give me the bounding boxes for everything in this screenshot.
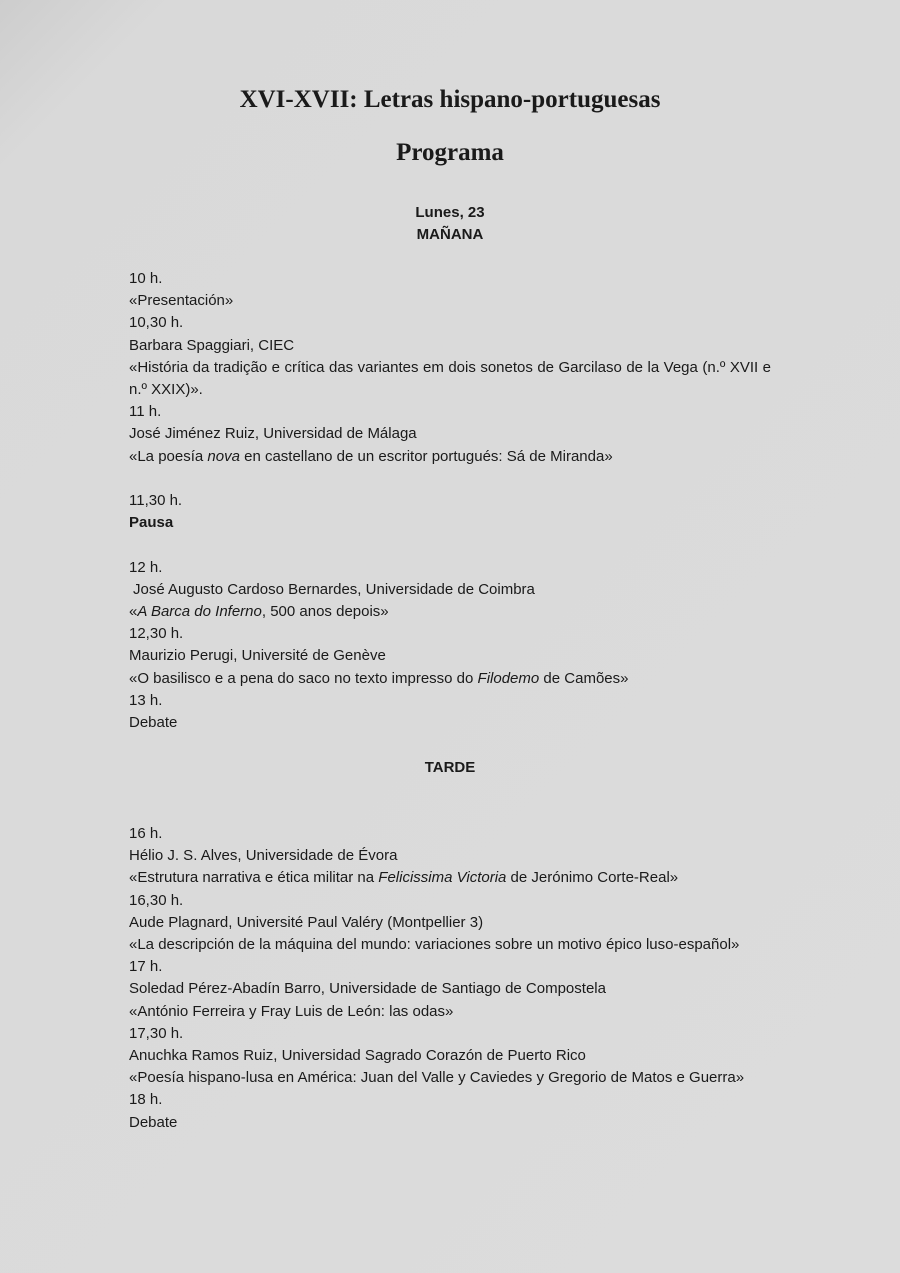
schedule-entry — [129, 268, 771, 312]
entry-time: 10 h. — [129, 270, 163, 287]
afternoon-heading: TARDE — [424, 759, 476, 776]
entry-time: 13 h. — [129, 691, 163, 709]
entry-time: 12,30 h. — [129, 625, 184, 643]
schedule-entry — [129, 956, 771, 1023]
document-subtitle: Programa — [396, 139, 504, 166]
entry-talk: «La descripción de la máquina del mundo: variaciones sobre un motivo épico luso-español» — [129, 936, 740, 954]
entry-talk: «Estrutura narrativa e ética militar na Felicissima Victoria de Jerónimo Corte-Real» — [129, 869, 679, 887]
entry-talk: «La poesía nova en castellano de un escritor portugués: Sá de Miranda» — [129, 447, 613, 465]
entry-speaker: Anuchka Ramos Ruiz, Universidad Sagrado Corazón de Puerto Rico — [129, 1047, 586, 1065]
afternoon-schedule — [129, 823, 771, 1134]
schedule-entry — [129, 401, 771, 468]
entry-talk: «História da tradição e crítica das variantes em dois sonetos de Garcilaso de la Vega (n.º XVII e n.º XXIX)». — [129, 358, 771, 399]
entry-talk: «Poesía hispano-lusa en América: Juan del Valle y Caviedes y Gregorio de Matos e Guerra» — [129, 1069, 745, 1087]
morning-heading: MAÑANA — [416, 226, 484, 243]
entry-speaker: Hélio J. S. Alves, Universidade de Évora — [129, 847, 398, 865]
entry-speaker: Aude Plagnard, Université Paul Valéry (Montpellier 3) — [129, 913, 484, 931]
schedule-entry — [129, 890, 771, 957]
entry-speaker: Debate — [129, 714, 178, 732]
entry-speaker: Maurizio Perugi, Université de Genève — [129, 647, 386, 665]
schedule-entry — [129, 557, 771, 624]
schedule-entry — [129, 823, 771, 890]
entry-talk: «A Barca do Inferno, 500 anos depois» — [129, 603, 389, 621]
entry-speaker: Debate — [129, 1113, 178, 1131]
document-title: XVI-XVII: Letras hispano-portuguesas — [239, 86, 661, 113]
entry-time: 17 h. — [129, 958, 163, 976]
schedule-entry — [129, 312, 771, 401]
schedule-entry — [129, 1023, 771, 1090]
morning-schedule — [129, 268, 771, 734]
entry-time: 16,30 h. — [129, 891, 184, 909]
entry-speaker: Barbara Spaggiari, CIEC — [129, 336, 295, 354]
entry-time: 17,30 h. — [129, 1024, 184, 1042]
entry-speaker: José Augusto Cardoso Bernardes, Universidade de Coimbra — [133, 580, 535, 598]
entry-talk: «O basilisco e a pena do saco no texto impresso do Filodemo de Camões» — [129, 669, 629, 687]
entry-speaker: José Jiménez Ruiz, Universidad de Málaga — [129, 425, 417, 443]
entry-time: 16 h. — [129, 825, 163, 842]
pause-label: Pausa — [129, 514, 174, 532]
schedule-entry — [129, 490, 771, 534]
entry-talk: «Presentación» — [129, 292, 234, 310]
entry-time: 18 h. — [129, 1091, 163, 1109]
schedule-entry — [129, 623, 771, 690]
entry-talk: «António Ferreira y Fray Luis de León: las odas» — [129, 1002, 454, 1020]
entry-time: 12 h. — [129, 558, 163, 576]
entry-time: 10,30 h. — [129, 314, 184, 332]
entry-time: 11,30 h. — [129, 492, 183, 510]
schedule-entry — [129, 1089, 771, 1133]
entry-time: 11 h. — [129, 403, 162, 421]
day-heading: Lunes, 23 — [415, 204, 485, 221]
schedule-entry — [129, 690, 771, 734]
entry-speaker: Soledad Pérez-Abadín Barro, Universidade de Santiago de Compostela — [129, 980, 606, 998]
